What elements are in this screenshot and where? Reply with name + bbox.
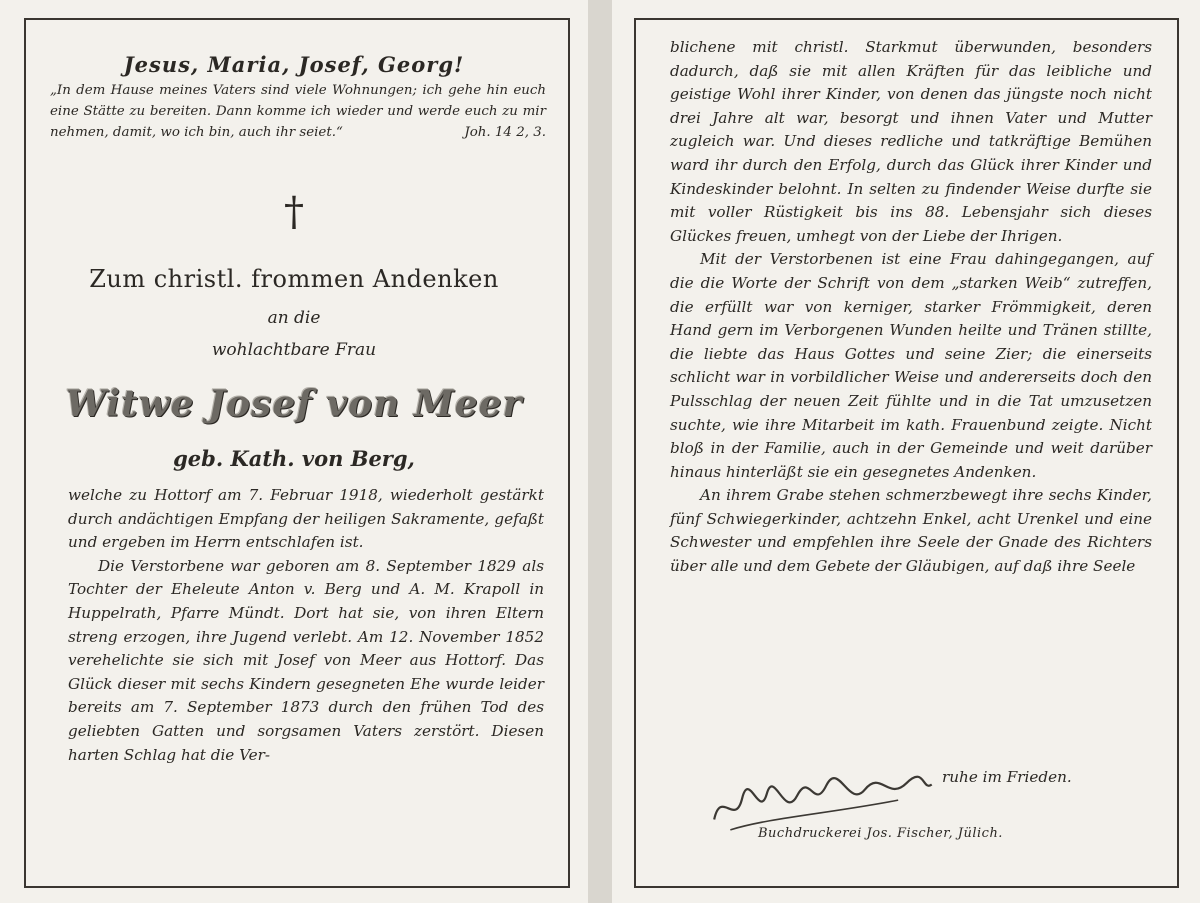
cross-icon: † (284, 189, 304, 235)
verse-source: Joh. 14 2, 3. (464, 125, 546, 140)
invocation-heading: Jesus, Maria, Josef, Georg! (123, 52, 465, 77)
rest-in-peace: ruhe im Frieden. (942, 768, 1072, 786)
right-card (612, 0, 1200, 903)
left-card (0, 0, 588, 903)
memorial-line: Zum christl. frommen Andenken (89, 265, 499, 293)
left-body-text (68, 484, 544, 767)
printer-credit: Buchdruckerei Jos. Fischer, Jülich. (758, 826, 1003, 841)
deceased-name: Witwe Josef von Meer (65, 383, 523, 425)
honorific-line: wohlachtbare Frau (211, 340, 377, 360)
verse-text: „In dem Hause meines Vaters sind viele Wohnungen; ich gehe hin euch eine Stätte zu bereiten. Dann komme ich wieder und werde euch zu mir nehmen, damit, wo ich bin, auch ihr seiet.“ (50, 83, 546, 140)
paragraph: An ihrem Grabe stehen schmerzbewegt ihre sechs Kinder, fünf Schwiegerkinder, achtzehn Enkel, acht Urenkel und eine Schwester und empfehlen ihre Seele der Gnade des Richters über alle und dem Gebete der Gläubigen, auf daß ihre Seele (670, 486, 1152, 576)
maiden-name: geb. Kath. von Berg, (173, 446, 415, 471)
an-die-line: an die (267, 308, 321, 328)
scripture-verse (0, 80, 588, 143)
paragraph: welche zu Hottorf am 7. Februar 1918, wiederholt gestärkt durch andächtigen Empfang der heiligen Sakramente, gefaßt und ergeben im Herrn entschlafen ist. (68, 486, 544, 552)
paragraph: Die Verstorbene war geboren am 8. September 1829 als Tochter der Eheleute Anton v. Berg und A. M. Krapoll in Huppelrath, Pfarre Mündt. Dort hat sie, von ihren Eltern streng erzogen, ihre Jugend verlebt. Am 12. November 1852 verehelichte sie sich mit Josef von Meer aus Hottorf. Das Glück dieser mit sechs Kindern gesegneten Ehe wurde leider bereits am 7. September 1873 durch den frühen Tod des geliebten Gatten und sorgsamen Vaters zerstört. Diesen harten Schlag hat die Ver- (68, 556, 544, 764)
paragraph: blichene mit christl. Starkmut überwunden, besonders dadurch, daß sie mit allen Kräften für das leibliche und geistige Wohl ihrer Kinder, von denen das jüngste noch nicht drei Jahre alt war, besorgt und ihnen Vater und Mutter zugleich war. Und dieses redliche und tatkräftige Bemühen ward ihr durch den Erfolg, durch das Glück ihrer Kinder und Kindeskinder belohnt. In selten zu findender Weise durfte sie mit voller Rüstigkeit bis ins 88. Lebensjahr sich dieses Glückes freuen, umhegt von der Liebe der Ihrigen. (670, 38, 1152, 245)
right-body-text (670, 36, 1152, 579)
paragraph: Mit der Verstorbenen ist eine Frau dahingegangen, auf die die Worte der Schrift von dem „starken Weib“ zutreffen, die erfüllt war von kerniger, starker Frömmigkeit, deren Hand gern im Verborgenen Wunden heilte und Tränen stillte, die liebte das Haus Gottes und seine Zier; die einerseits schlicht war in vorbildlicher Weise und andererseits doch den Pulsschlag der neuen Zeit fühlte und in die Tat umzusetzen suchte, wie ihre Mitarbeit im kath. Frauenbund zeigte. Nicht bloß in der Familie, auch in der Gemeinde und weit darüber hinaus hinterläßt sie ein gesegnetes Andenken. (670, 250, 1152, 481)
